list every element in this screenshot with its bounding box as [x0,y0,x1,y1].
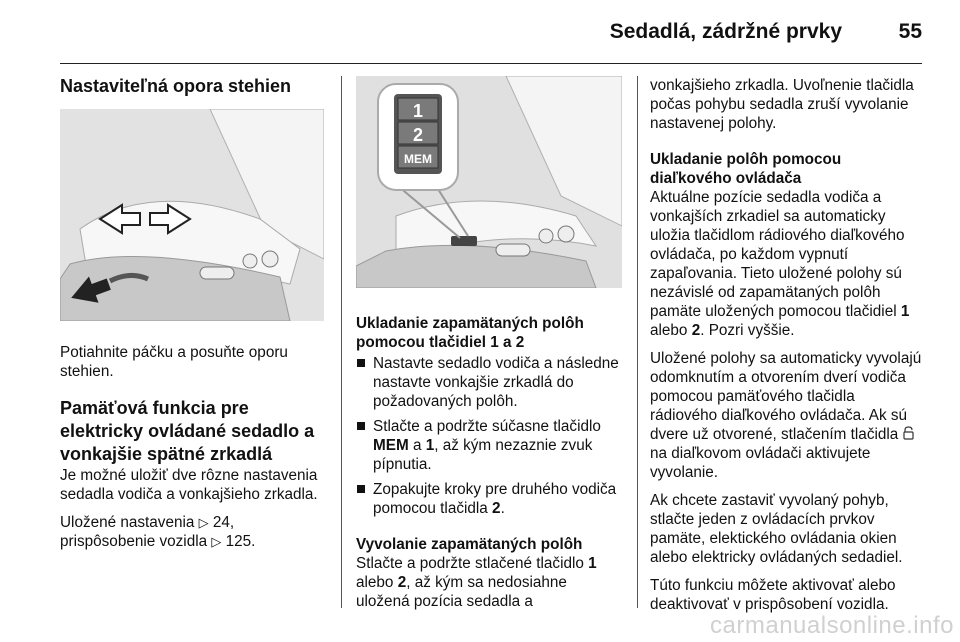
page-number: 55 [898,20,922,43]
heading-remote-store: Ukladanie polôh pomocou diaľkového ovládača [650,151,842,187]
unlock-icon [903,426,914,439]
column-2 [356,76,622,611]
para-activate: Túto funkciu môžete aktivovať alebo deaktivovať v prispôsobení vozidla. [650,577,896,613]
caption-thigh-support: Potiahnite páčku a posuňte oporu stehien. [60,344,288,380]
para-memory-intro: Je možné uložiť dve rôzne nastavenia sedadla vodiča a vonkajšieho zrkadla. [60,467,318,503]
para-memory-refs: Uložené nastavenia ▷ 24, prispôsobenie vozidla ▷ 125. [60,514,256,550]
steps-list [356,354,622,518]
para-recall: Stlačte a podržte stlačené tlačidlo 1 alebo 2, až kým sa nedosiahne uložená pozícia sedadla a [356,555,597,610]
heading-store-positions: Ukladanie zapamätaných polôh pomocou tlačidiel 1 a 2 [356,315,584,351]
heading-recall-positions: Vyvolanie zapamätaných polôh [356,536,583,553]
column-divider [637,76,638,608]
memory-buttons-figure [356,76,622,288]
para-release: vonkajšieho zrkadla. Uvoľnenie tlačidla počas pohybu sedadla zruší vyvolanie nastavenej polohy. [650,77,914,132]
header-rule [60,63,922,64]
section-title: Sedadlá, zádržné prvky [609,20,842,43]
column-1 [60,76,328,551]
para-remote-store: Aktuálne pozície sedadla vodiča a vonkajších zrkadiel sa automaticky uložia tlačidlom rádiového diaľkového ovládača, po každom vypnutí zapaľovania. Tieto uložené polohy sú nezávislé od zapamätaných polôh pamäte uložených pomocou tlačidiel 1 alebo 2. Pozri vyššie. [650,189,910,339]
page-header [0,0,960,56]
heading-thigh-support: Nastaviteľná opora stehien [60,76,292,96]
list-item: Zopakujte kroky pre druhého vodiča pomocou tlačidla 2. [356,480,622,518]
column-3 [650,76,925,614]
para-remote-recall: Uložené polohy sa automaticky vyvolajú odomknutím a otvorením dverí vodiča pomocou pamäťového tlačidla rádiového diaľkového ovládača. Ak sú dvere už otvorené, stlačením tlačidla na diaľkovom ovládači aktivujete vyvolanie. [650,350,922,481]
list-item: Stlačte a podržte súčasne tlačidlo MEM a 1, až kým nezaznie zvuk pípnutia. [356,417,622,474]
heading-memory-function: Pamäťová funkcia pre elektricky ovládané sedadlo a vonkajšie spätné zrkadlá [60,398,315,464]
memory-button-1-label: 1 [412,101,424,121]
reference-arrow-icon[interactable]: ▷ [198,515,209,530]
list-item: Nastavte sedadlo vodiča a následne nastavte vonkajšie zrkadlá do požadovaných polôh. [356,354,622,411]
column-divider [341,76,342,608]
reference-arrow-icon[interactable]: ▷ [211,534,222,549]
memory-button-mem-label: MEM [404,152,432,166]
thigh-support-figure [60,109,324,321]
watermark: carmanualsonline.info [710,612,954,639]
memory-button-2-label: 2 [412,125,424,145]
para-stop-recall: Ak chcete zastaviť vyvolaný pohyb, stlačte jeden z ovládacích prvkov pamäte, elektického ovládania okien alebo elektricky ovládaných sedadiel. [650,492,903,566]
